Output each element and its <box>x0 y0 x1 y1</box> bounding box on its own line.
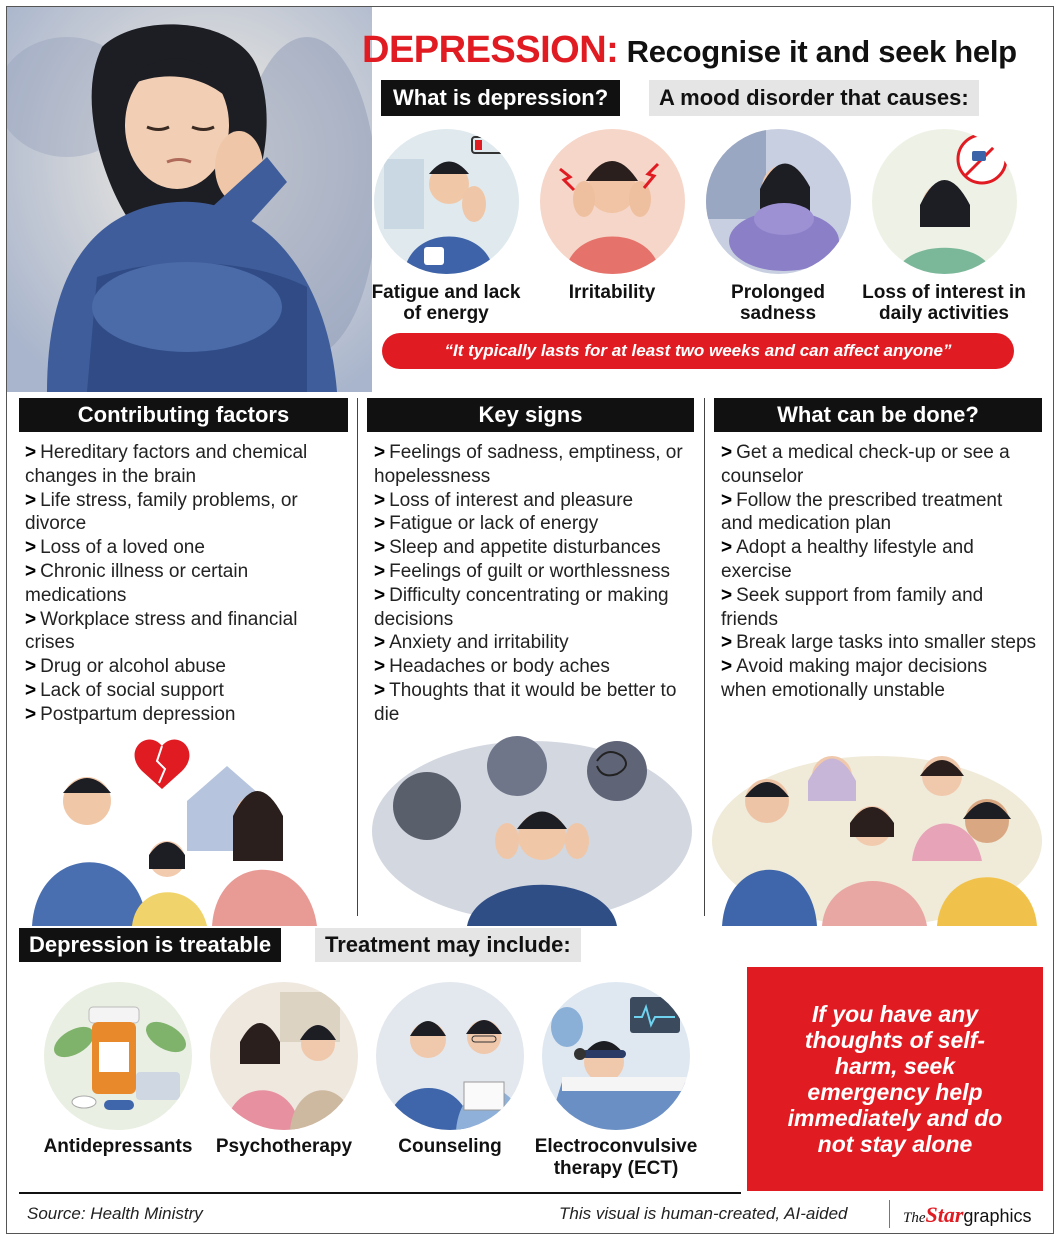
list-item <box>374 536 694 560</box>
title-rest: Recognise it and seek help <box>618 34 1017 69</box>
symptom-label: Fatigue and lack of energy <box>371 282 521 324</box>
symptom-loss-of-interest <box>859 129 1029 324</box>
bullet-marker: > <box>374 679 386 701</box>
symptom-label: Loss of interest in daily activities <box>862 282 1026 324</box>
list-item-text: Life stress, family problems, or divorce <box>25 489 298 535</box>
footer-separator <box>889 1200 890 1228</box>
list-item-text: Chronic illness or certain medications <box>25 560 249 606</box>
list-item-text: Adopt a healthy lifestyle and exercise <box>721 537 974 582</box>
ai-credit-note: This visual is human-created, AI-aided <box>559 1204 848 1223</box>
bullet-marker: > <box>721 632 733 654</box>
tired-man-icon <box>374 129 519 274</box>
sad-woman-icon <box>706 129 851 274</box>
treatment-antidepressants <box>33 982 203 1158</box>
bullet-marker: > <box>374 537 386 559</box>
list-item-text: Seek support from family and friends <box>721 584 984 630</box>
treatment-psychotherapy <box>199 982 369 1158</box>
list-item-text: Break large tasks into smaller steps <box>736 632 1037 654</box>
list-item <box>25 489 345 537</box>
what-can-be-done-list <box>721 441 1036 703</box>
list-item <box>721 441 1036 489</box>
bullet-marker: > <box>25 537 37 559</box>
list-item-text: Fatigue or lack of energy <box>389 513 599 535</box>
counseling-session-icon <box>376 982 524 1130</box>
bullet-marker: > <box>25 679 37 701</box>
ect-patient-icon <box>542 982 690 1130</box>
key-signs-heading: Key signs <box>367 398 694 432</box>
list-item-text: Thoughts that it would be better to die <box>374 679 677 725</box>
bullet-marker: > <box>721 489 733 511</box>
support-group-illustration <box>712 731 1042 926</box>
brand-star: Star <box>925 1202 964 1227</box>
list-item-text: Difficulty concentrating or making decisions <box>374 584 669 630</box>
list-item <box>374 655 694 679</box>
list-item-text: Headaches or body aches <box>389 656 610 678</box>
bullet-marker: > <box>721 537 733 559</box>
symptom-sadness <box>693 129 863 324</box>
bullet-marker: > <box>374 489 386 511</box>
list-item <box>374 584 694 632</box>
symptom-fatigue <box>361 129 531 324</box>
list-item-text: Get a medical check-up or see a counselor <box>721 442 1010 487</box>
what-can-be-done-heading: What can be done? <box>714 398 1042 432</box>
therapy-session-icon <box>210 982 358 1130</box>
list-item <box>374 631 694 655</box>
list-item <box>374 679 694 727</box>
list-item-text: Follow the prescribed treatment and medication plan <box>721 489 1003 535</box>
list-item <box>25 536 345 560</box>
emergency-text: If you have any thoughts of self-harm, seek emergency help immediately and do not stay alone <box>787 1001 1003 1157</box>
bullet-marker: > <box>25 489 37 511</box>
symptom-irritability <box>527 129 697 303</box>
list-item <box>721 536 1036 584</box>
emergency-warning <box>747 967 1043 1191</box>
list-item <box>721 584 1036 632</box>
symptom-label: Irritability <box>568 282 656 303</box>
brand-the: The <box>903 1210 926 1226</box>
family-stress-illustration <box>17 731 347 926</box>
bullet-marker: > <box>25 608 37 630</box>
list-item <box>374 560 694 584</box>
list-item-text: Lack of social support <box>40 679 224 701</box>
treatable-heading: Depression is treatable <box>19 928 281 962</box>
treatment-label: Counseling <box>398 1136 502 1157</box>
list-item-text: Anxiety and irritability <box>389 632 569 654</box>
hero-illustration <box>7 7 372 392</box>
bullet-marker: > <box>721 656 733 678</box>
list-item-text: Loss of interest and pleasure <box>389 489 634 511</box>
list-item <box>721 631 1036 655</box>
list-item <box>25 655 345 679</box>
list-item <box>374 489 694 513</box>
column-divider <box>704 398 705 916</box>
what-is-depression-heading: What is depression? <box>381 80 620 116</box>
contributing-factors-heading: Contributing factors <box>19 398 348 432</box>
page-title <box>362 29 1052 72</box>
brand-graphics: graphics <box>963 1206 1032 1226</box>
list-item-text: Feelings of guilt or worthlessness <box>389 560 671 582</box>
list-item-text: Drug or alcohol abuse <box>40 656 226 678</box>
list-item <box>374 441 694 489</box>
list-item <box>25 679 345 703</box>
bullet-marker: > <box>25 560 37 582</box>
contributing-factors-list <box>25 441 345 727</box>
bullet-marker: > <box>25 703 37 725</box>
column-divider <box>357 398 358 916</box>
bored-woman-icon <box>872 129 1017 274</box>
list-item <box>25 703 345 727</box>
distressed-man-illustration <box>367 731 697 926</box>
list-item-text: Feelings of sadness, emptiness, or hopelessness <box>374 442 683 487</box>
list-item-text: Workplace stress and financial crises <box>25 608 298 654</box>
treatment-label: Electroconvulsive therapy (ECT) <box>534 1136 698 1179</box>
treatment-ect <box>531 982 701 1180</box>
bullet-marker: > <box>721 584 733 606</box>
bullet-marker: > <box>25 656 37 678</box>
list-item-text: Hereditary factors and chemical changes in the brain <box>25 442 308 487</box>
list-item-text: Sleep and appetite disturbances <box>389 537 661 559</box>
bullet-marker: > <box>374 632 386 654</box>
bullet-marker: > <box>721 442 733 463</box>
mood-disorder-subheading: A mood disorder that causes: <box>649 80 979 116</box>
the-star-graphics-logo <box>903 1202 1031 1228</box>
treatment-label: Antidepressants <box>43 1136 193 1157</box>
list-item <box>25 560 345 608</box>
list-item <box>25 441 345 489</box>
list-item <box>25 608 345 656</box>
list-item <box>374 512 694 536</box>
symptom-label: Prolonged sadness <box>731 282 825 324</box>
duration-quote: “It typically lasts for at least two weeks and can affect anyone” <box>382 333 1014 369</box>
bullet-marker: > <box>374 442 386 463</box>
list-item-text: Avoid making major decisions when emotionally unstable <box>721 656 988 701</box>
bullet-marker: > <box>25 442 37 463</box>
key-signs-list <box>374 441 694 727</box>
bullet-marker: > <box>374 560 386 582</box>
irritated-woman-icon <box>540 129 685 274</box>
bullet-marker: > <box>374 656 386 678</box>
list-item-text: Postpartum depression <box>40 703 236 725</box>
treatment-subheading: Treatment may include: <box>315 928 581 962</box>
treatment-counseling <box>365 982 535 1158</box>
source-note: Source: Health Ministry <box>27 1204 203 1223</box>
infographic <box>6 6 1054 1234</box>
bullet-marker: > <box>374 513 386 535</box>
sad-woman-illustration <box>7 7 372 392</box>
list-item <box>721 489 1036 537</box>
list-item-text: Loss of a loved one <box>40 537 205 559</box>
title-highlight: DEPRESSION: <box>362 29 619 71</box>
list-item <box>721 655 1036 703</box>
treatment-label: Psychotherapy <box>215 1136 353 1157</box>
footer-divider <box>19 1192 741 1194</box>
pill-bottle-icon <box>44 982 192 1130</box>
bullet-marker: > <box>374 584 386 606</box>
